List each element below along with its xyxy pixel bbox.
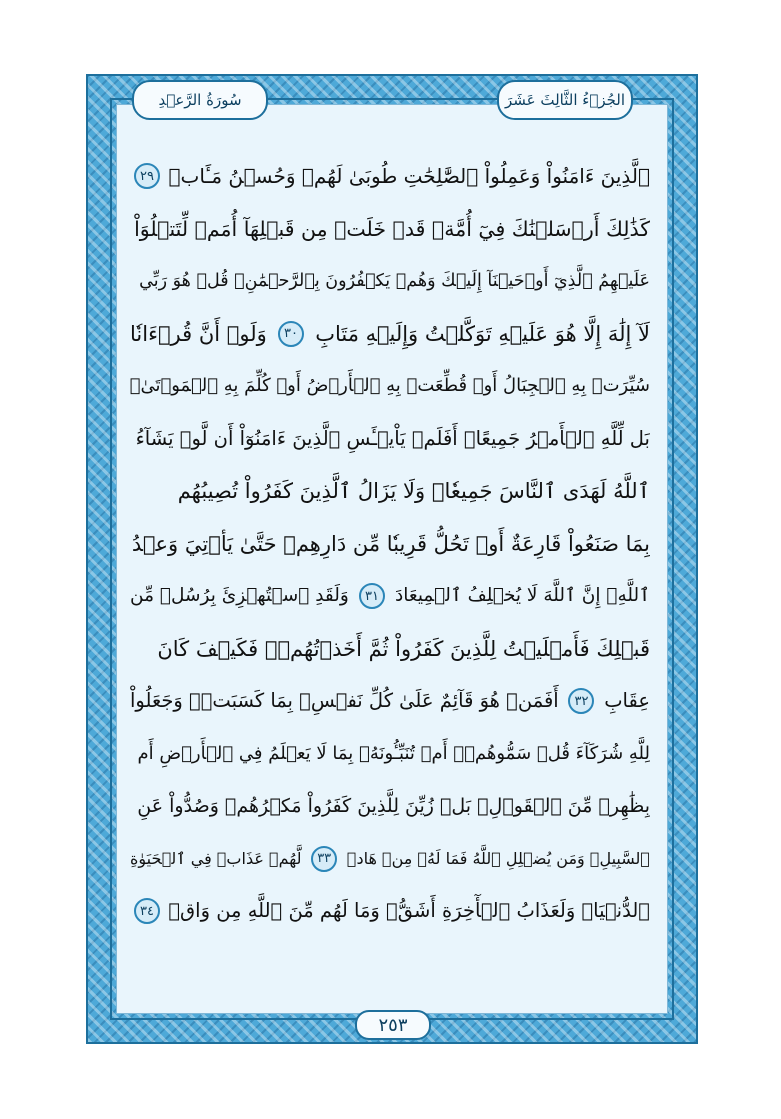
verse-line	[130, 780, 650, 833]
verse-line	[130, 255, 650, 308]
verse-line	[130, 360, 650, 413]
verse-line	[130, 308, 650, 361]
verse-text: لَّهُمۡ عَذَابٞ فِي ٱلۡحَيَوٰةِ	[130, 848, 302, 868]
ayah-number-marker: ٢٩	[134, 163, 160, 189]
verse-line	[130, 413, 650, 466]
verse-line	[130, 885, 650, 938]
verse-line	[130, 465, 650, 518]
verse-text: لَآ إِلَٰهَ إِلَّا هُوَ عَلَيۡهِ تَوَكَّلۡتُ وَإِلَيۡهِ مَتَابِ	[315, 321, 650, 346]
verse-line	[130, 728, 650, 781]
verse-line	[130, 623, 650, 676]
verse-text: عِقَابِ	[604, 689, 650, 712]
verse-text: ٱللَّهِۚ إِنَّ ٱللَّهَ لَا يُخۡلِفُ ٱلۡمِيعَادَ	[395, 585, 650, 606]
page-number: ٢٥٣	[355, 1010, 431, 1040]
verse-text: كَذَٰلِكَ أَرۡسَلۡنَٰكَ فِيٓ أُمَّةٖ قَدۡ خَلَتۡ مِن قَبۡلِهَآ أُمَمٞ لِّتَتۡلُوَاْ	[134, 216, 650, 241]
verse-text: ٱلَّذِينَ ءَامَنُواْ وَعَمِلُواْ ٱلصَّٰلِحَٰتِ طُوبَىٰ لَهُمۡ وَحُسۡنُ مَـَٔابٖ	[168, 164, 650, 188]
ayah-number-marker: ٣٢	[568, 688, 594, 714]
verse-line	[130, 518, 650, 571]
verse-text: لِلَّهِ شُرَكَآءَ قُلۡ سَمُّوهُمۡۚ أَمۡ تُنَبِّـُٔونَهُۥ بِمَا لَا يَعۡلَمُ فِي ٱلۡأَرۡضِ أَم	[137, 742, 650, 764]
verse-lines	[130, 150, 650, 938]
ayah-number-marker: ٣٣	[311, 846, 337, 872]
surah-name-header: سُورَةُ الرَّعۡدِ	[132, 80, 268, 120]
verse-text: وَلَوۡ أَنَّ قُرۡءَانٗا	[130, 321, 267, 346]
verse-line	[130, 570, 650, 623]
verse-text: قَبۡلِكَ فَأَمۡلَيۡتُ لِلَّذِينَ كَفَرُواْ ثُمَّ أَخَذۡتُهُمۡۖ فَكَيۡفَ كَانَ	[157, 636, 650, 661]
ayah-number-marker: ٣٠	[278, 321, 304, 347]
verse-line	[130, 675, 650, 728]
verse-text: سُيِّرَتۡ بِهِ ٱلۡجِبَالُ أَوۡ قُطِّعَتۡ بِهِ ٱلۡأَرۡضُ أَوۡ كُلِّمَ بِهِ ٱلۡمَوۡتَىٰۗ	[130, 375, 650, 396]
verse-text: بِظَٰهِرٖ مِّنَ ٱلۡقَوۡلِۗ بَلۡ زُيِّنَ لِلَّذِينَ كَفَرُواْ مَكۡرُهُمۡ وَصُدُّواْ عَنِ	[137, 795, 650, 817]
verse-text: بَل لِّلَّهِ ٱلۡأَمۡرُ جَمِيعًاۗ أَفَلَمۡ يَاْيۡـَٔسِ ٱلَّذِينَ ءَامَنُوٓاْ أَن لَّوۡ يَشَآءُ	[135, 426, 650, 450]
verse-text: بِمَا صَنَعُواْ قَارِعَةٌ أَوۡ تَحُلُّ قَرِيبٗا مِّن دَارِهِمۡ حَتَّىٰ يَأۡتِيَ وَعۡدُ	[131, 531, 650, 556]
verse-text: ٱلسَّبِيلِۗ وَمَن يُضۡلِلِ ٱللَّهُ فَمَا لَهُۥ مِنۡ هَادٖ	[346, 848, 650, 868]
verse-text: أَفَمَنۡ هُوَ قَآئِمٌ عَلَىٰ كُلِّ نَفۡسِۭ بِمَا كَسَبَتۡۗ وَجَعَلُواْ	[130, 689, 559, 712]
juz-name-header: الجُزۡءُ الثَّالِثَ عَشَرَ	[497, 80, 633, 120]
verse-line	[130, 203, 650, 256]
verse-text: ٱلدُّنۡيَاۖ وَلَعَذَابُ ٱلۡأٓخِرَةِ أَشَقُّۖ وَمَا لَهُم مِّنَ ٱللَّهِ مِن وَاقٖ	[168, 899, 650, 922]
verse-text: ٱللَّهُ لَهَدَى ٱلنَّاسَ جَمِيعٗاۗ وَلَا يَزَالُ ٱلَّذِينَ كَفَرُواْ تُصِيبُهُم	[177, 479, 650, 503]
ayah-number-marker: ٣٤	[134, 898, 160, 924]
verse-text: وَلَقَدِ ٱسۡتُهۡزِئَ بِرُسُلٖ مِّن	[130, 585, 349, 606]
verse-line	[130, 150, 650, 203]
verse-line	[130, 833, 650, 886]
ayah-number-marker: ٣١	[359, 583, 385, 609]
verse-text: عَلَيۡهِمُ ٱلَّذِيٓ أَوۡحَيۡنَآ إِلَيۡكَ وَهُمۡ يَكۡفُرُونَ بِٱلرَّحۡمَٰنِۚ قُلۡ هُوَ رَبِّي	[139, 271, 650, 291]
